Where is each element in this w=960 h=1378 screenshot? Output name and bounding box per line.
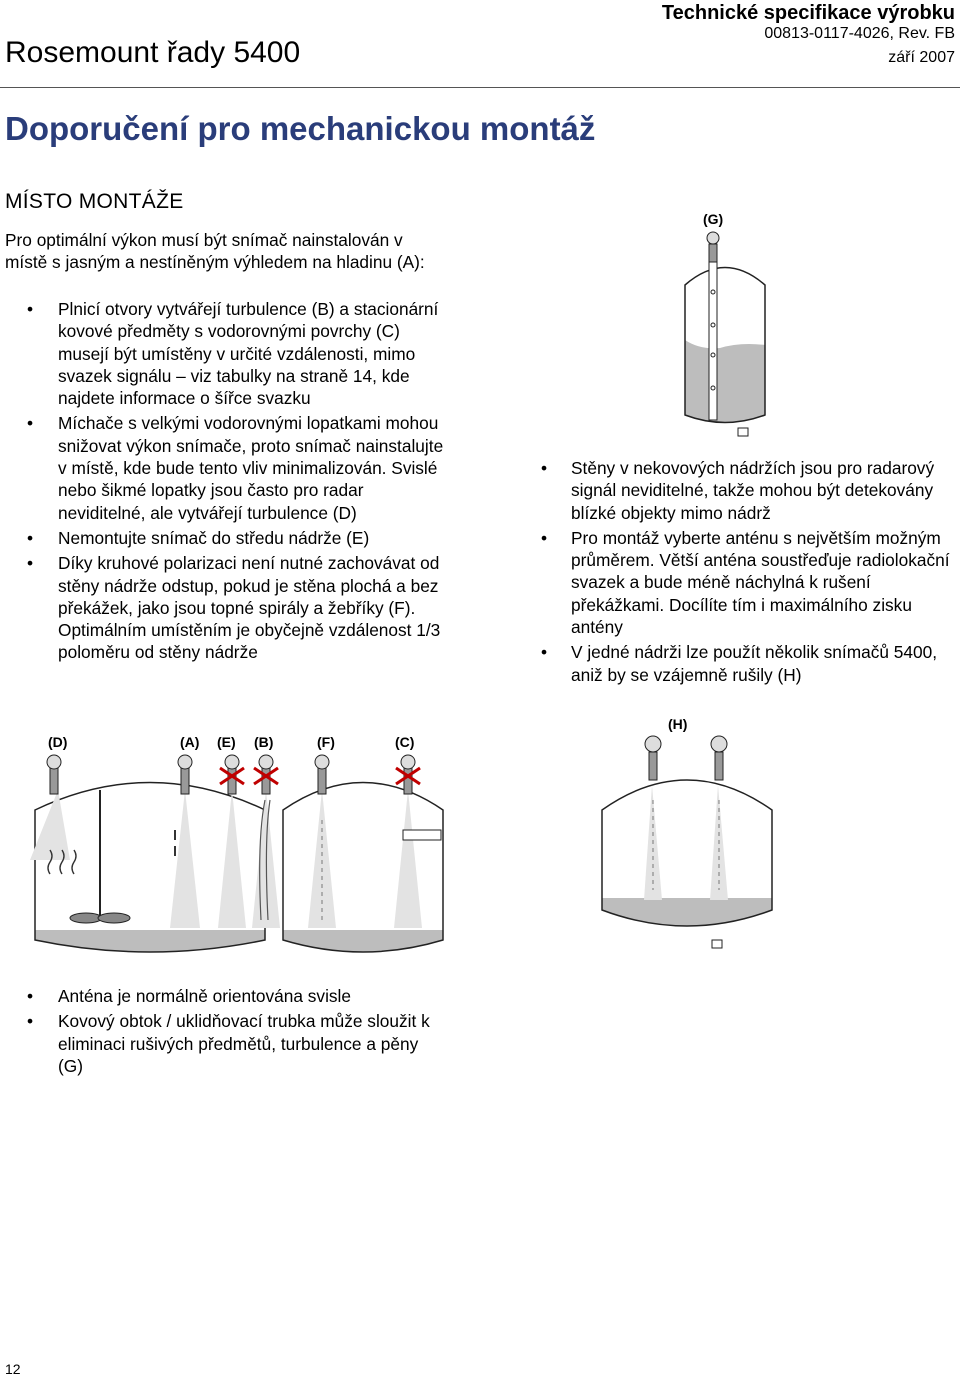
list-item: • Anténa je normálně orientována svisle [5, 985, 445, 1007]
list-item: • Nemontujte snímač do středu nádrže (E) [5, 527, 455, 549]
installation-examples-tank-right [278, 750, 458, 965]
list-item: • Míchače s velkými vodorovnými lopatkami mohou snižovat výkon snímače, proto snímač nainstalujte v místě, kde bude tento vliv minimalizován. Svislé nebo šikmé lopatky jsou často pro radar neviditelné, ale vytvářejí turbulence (D) [5, 412, 455, 523]
list-item: • Pro montáž vyberte anténu s největším možným průměrem. Větší anténa soustřeďuje radiolokační svazek a bude méně náchylná k rušení překážkami. Docílíte tím i maximálního zisku antény [541, 527, 959, 638]
list-item: • Kovový obtok / uklidňovací trubka může sloužit k eliminaci rušivých předmětů, turbulence a pěny (G) [5, 1010, 445, 1077]
multiple-transmitters-diagram [592, 730, 782, 955]
diagram-label-a: (A) [180, 734, 200, 750]
document-number: 00813-0117-4026, Rev. FB [764, 25, 955, 42]
installation-examples-tank-left [20, 750, 280, 965]
right-bullet-list [541, 457, 959, 689]
product-series-title: Rosemount řady 5400 [5, 36, 301, 69]
list-item: • V jedné nádrži lze použít několik snímačů 5400, aniž by se vzájemně rušily (H) [541, 641, 959, 686]
header-divider [0, 87, 960, 88]
left-bullet-list [5, 298, 455, 667]
diagram-label-g: (G) [703, 211, 724, 227]
diagram-label-b: (B) [254, 734, 274, 750]
intro-paragraph: Pro optimální výkon musí být snímač nainstalován v místě s jasným a nestíněným výhledem na hladinu (A): [5, 230, 425, 273]
diagram-label-e: (E) [217, 734, 236, 750]
section-heading: MÍSTO MONTÁŽE [5, 190, 184, 213]
page-title: Doporučení pro mechanickou montáž [5, 110, 596, 147]
page-number: 12 [5, 1361, 21, 1377]
document-type: Technické specifikace výrobku [661, 2, 955, 24]
stilling-well-tank-diagram [680, 230, 770, 442]
list-item: • Plnicí otvory vytvářejí turbulence (B) a stacionární kovové předměty s vodorovnými povrchy (C) musejí být umístěny v určité vzdálenosti, mimo svazek signálu – viz tabulky na straně 14, kde najdete informace o šířce svazku [5, 298, 455, 409]
bottom-bullet-list [5, 985, 445, 1080]
diagram-label-c: (C) [395, 734, 415, 750]
list-item: • Díky kruhové polarizaci není nutné zachovávat od stěny nádrže odstup, pokud je stěna plochá a bez překážek, jako jsou topné spirály a žebříky (F). Optimálním umístěním je obyčejně vzdálenost 1/3 poloměru od stěny nádrže [5, 552, 455, 663]
diagram-label-h: (H) [668, 716, 688, 732]
diagram-label-d: (D) [48, 734, 68, 750]
list-item: • Stěny v nekovových nádržích jsou pro radarový signál neviditelné, takže mohou být detekovány blízké objekty mimo nádrž [541, 457, 959, 524]
diagram-label-f: (F) [317, 734, 335, 750]
document-date: září 2007 [888, 49, 955, 66]
